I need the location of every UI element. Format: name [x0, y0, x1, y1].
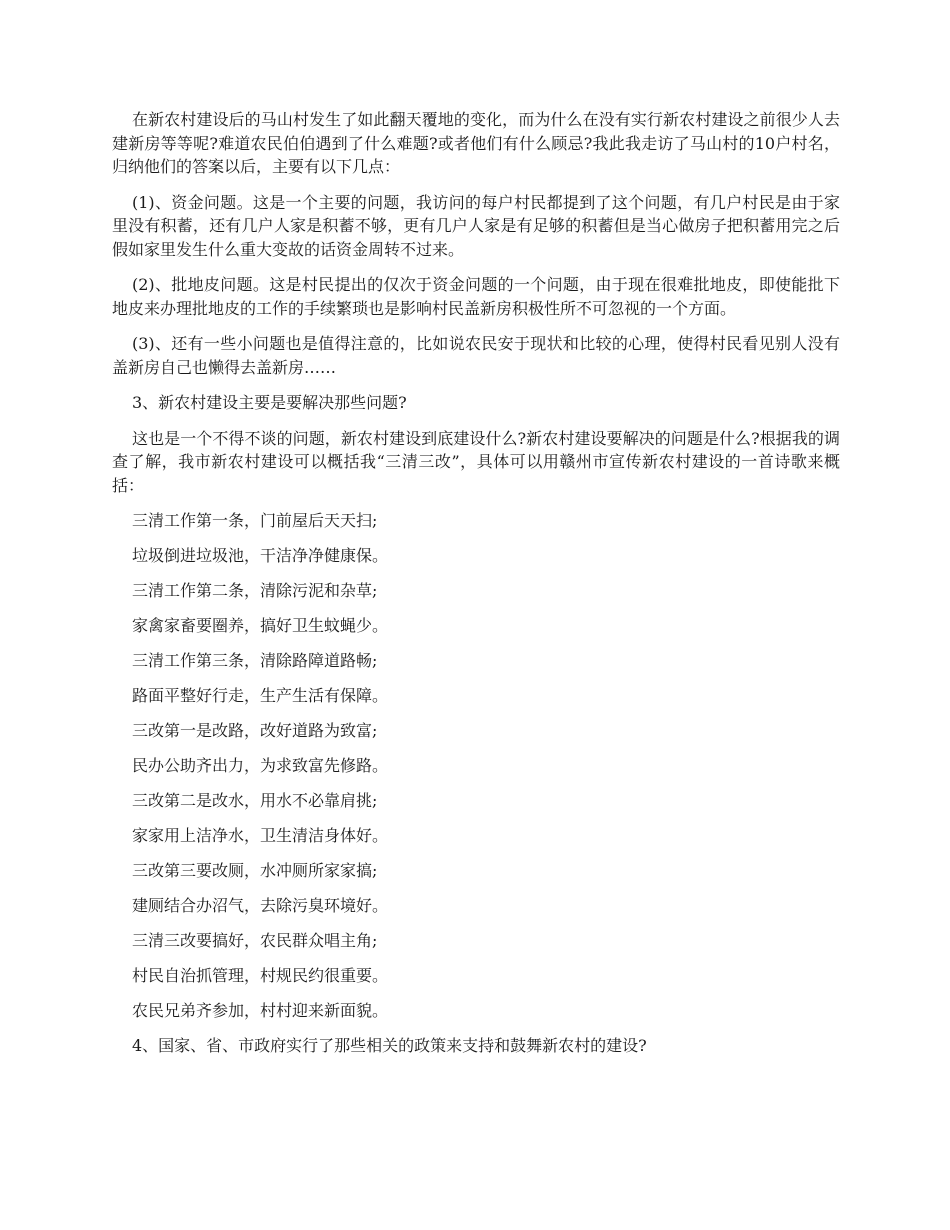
poem-line: 三改第二是改水，用水不必靠肩挑; — [132, 791, 378, 810]
poem-line: 三清工作第三条，清除路障道路畅; — [132, 651, 378, 670]
poem-line: 三清三改要搞好，农民群众唱主角; — [132, 931, 378, 950]
poem-line: 三改第一是改路，改好道路为致富; — [132, 721, 378, 740]
poem-line: 三清工作第一条，门前屋后天天扫; — [132, 511, 378, 530]
poem-line: 垃圾倒进垃圾池，干洁净净健康保。 — [132, 546, 389, 565]
poem-line: 建厕结合办沼气，去除污臭环境好。 — [132, 896, 389, 915]
document-page — [112, 108, 840, 1069]
section-heading-3: 3、新农村建设主要是要解决那些问题? — [132, 393, 407, 412]
paragraph-three-clean-three-reform: 这也是一个不得不谈的问题，新农村建设到底建设什么?新农村建设要解决的问题是什么?根据我的调查了解，我市新农村建设可以概括我“三清三改”，具体可以用赣州市宣传新农村建设的一首诗歌来概括： — [112, 428, 840, 495]
poem-line: 三改第三要改厕，水冲厕所家家搞; — [132, 861, 378, 880]
poem-line: 路面平整好行走，生产生活有保障。 — [132, 686, 389, 705]
poem-line: 家禽家畜要圈养，搞好卫生蚊蝇少。 — [132, 616, 389, 635]
paragraph-intro: 在新农村建设后的马山村发生了如此翻天覆地的变化，而为什么在没有实行新农村建设之前很少人去建新房等等呢?难道农民伯伯遇到了什么难题?或者他们有什么顾忌?我此我走访了马山村的10户村名，归纳他们的答案以后，主要有以下几点： — [112, 110, 840, 176]
poem — [112, 509, 840, 1034]
poem-line: 民办公助齐出力，为求致富先修路。 — [132, 756, 389, 775]
section-heading-4: 4、国家、省、市政府实行了那些相关的政策来支持和鼓舞新农村的建设? — [132, 1036, 647, 1055]
poem-line: 村民自治抓管理，村规民约很重要。 — [132, 966, 389, 985]
poem-line: 农民兄弟齐参加，村村迎来新面貌。 — [132, 1001, 389, 1020]
paragraph-minor-issues: (3)、还有一些小问题也是值得注意的，比如说农民安于现状和比较的心理，使得村民看见别人没有盖新房自己也懒得去盖新房…… — [112, 334, 840, 377]
poem-line: 家家用上洁净水，卫生清洁身体好。 — [132, 826, 389, 845]
paragraph-land-issue: (2)、批地皮问题。这是村民提出的仅次于资金问题的一个问题，由于现在很难批地皮，即使能批下地皮来办理批地皮的工作的手续繁琐也是影响村民盖新房积极性所不可忽视的一个方面。 — [112, 275, 840, 318]
poem-line: 三清工作第二条，清除污泥和杂草; — [132, 581, 378, 600]
paragraph-funding-issue: (1)、资金问题。这是一个主要的问题，我访问的每户村民都提到了这个问题，有几户村民是由于家里没有积蓄，还有几户人家是积蓄不够，更有几户人家是有足够的积蓄但是当心做房子把积蓄用完之后假如家里发生什么重大变故的话资金周转不过来。 — [112, 192, 840, 259]
